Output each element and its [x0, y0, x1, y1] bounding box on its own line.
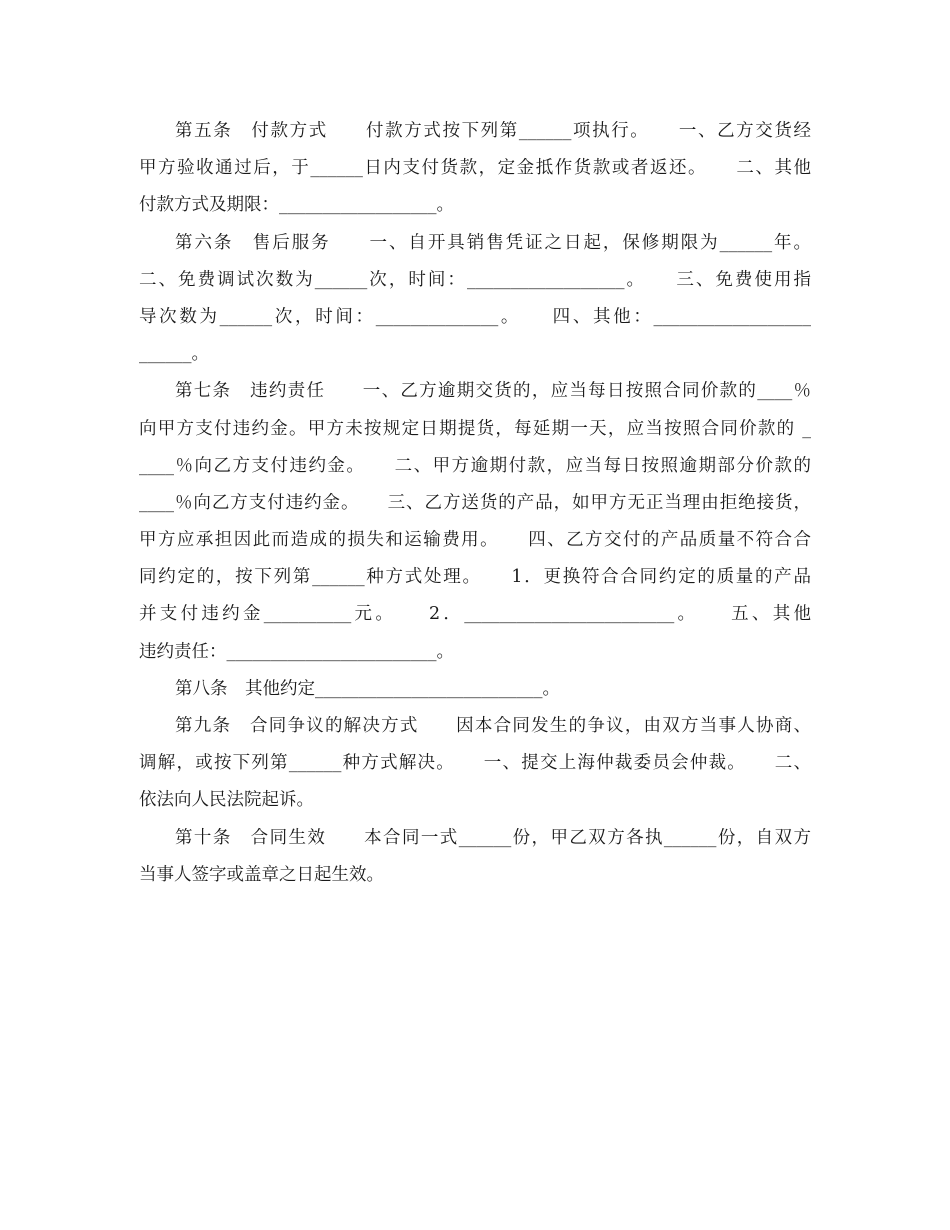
article-9-paragraph [139, 708, 811, 820]
article-9-line-2: 调解，或按下列第______种方式解决。 一、提交上海仲裁委员会仲裁。 二、 [139, 753, 811, 774]
article-10-paragraph [139, 820, 811, 894]
article-7-line-5: 甲方应承担因此而造成的损失和运输费用。 四、乙方交付的产品质量不符合合 [139, 530, 811, 551]
article-7-line-6: 同约定的，按下列第______种方式处理。 1．更换符合合同约定的质量的产品 [139, 567, 811, 588]
article-6-line-3: 导次数为______次，时间：______________。 四、其他：__________________ [139, 306, 811, 327]
article-10-line-2: 当事人签字或盖章之日起生效。 [139, 864, 384, 885]
article-7-line-4: ____％向乙方支付违约金。 三、乙方送货的产品，如甲方无正当理由拒绝接货， [139, 492, 811, 513]
article-7-line-2: 向甲方支付违约金。甲方未按规定日期提货，每延期一天，应当按照合同价款的 _ [139, 418, 811, 439]
article-5-paragraph [139, 113, 811, 225]
article-6-line-4: ______。 [139, 344, 209, 365]
article-9-line-3: 依法向人民法院起诉。 [139, 790, 314, 811]
article-10-line-1: 第十条 合同生效 本合同一式______份，甲乙双方各执______份，自双方 [175, 827, 811, 848]
article-5-line-2: 甲方验收通过后，于______日内支付货款，定金抵作货款或者返还。 二、其他 [139, 158, 811, 179]
article-5-line-1: 第五条 付款方式 付款方式按下列第______项执行。 一、乙方交货经 [175, 121, 811, 141]
article-6-line-1: 第六条 售后服务 一、自开具销售凭证之日起，保修期限为______年。 [175, 232, 811, 253]
article-5-line-3: 付款方式及期限：__________________。 [139, 195, 454, 216]
article-7-line-7: 并支付违约金__________元。 2．________________________。 五、其他 [139, 604, 811, 625]
article-6-line-2: 二、免费调试次数为______次，时间：__________________。 三、免费使用指 [139, 269, 811, 290]
article-7-paragraph [139, 373, 811, 671]
article-7-line-3: ____％向乙方支付违约金。 二、甲方逾期付款，应当每日按照逾期部分价款的 [139, 455, 811, 476]
article-6-paragraph [139, 225, 811, 374]
article-8-line-1: 第八条 其他约定__________________________。 [175, 678, 560, 699]
document-body [139, 113, 811, 894]
article-7-line-8: 违约责任：________________________。 [139, 641, 454, 662]
article-9-line-1: 第九条 合同争议的解决方式 因本合同发生的争议，由双方当事人协商、 [175, 716, 811, 736]
article-7-line-1: 第七条 违约责任 一、乙方逾期交货的，应当每日按照合同价款的____％ [175, 381, 811, 402]
article-8-paragraph [139, 671, 811, 708]
